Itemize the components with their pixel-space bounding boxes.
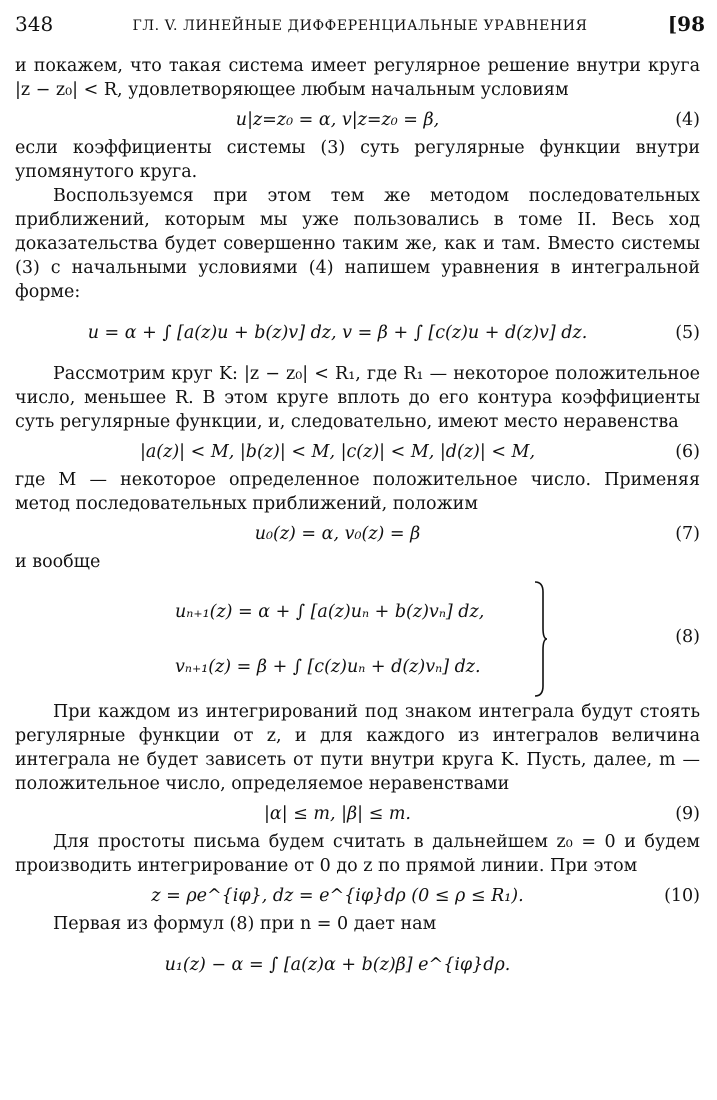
equation-system-8: [15, 580, 700, 700]
equation-8-line-2: vₙ₊₁(z) = β + ∫ [c(z)uₙ + d(z)vₙ] dz.: [175, 657, 481, 677]
equation-10: [15, 878, 700, 912]
equation-5: [15, 304, 700, 362]
paragraph: Рассмотрим круг K: |z − z₀| < R₁, где R₁ — некоторое положительное число, меньшее R. В этом круге вплоть до его контура коэффициенты суть регулярные функции, и, следовательно, имеют место неравенства: [15, 364, 700, 432]
paragraph: если коэффициенты системы (3) суть регулярные функции внутри упомянутого круга.: [15, 138, 700, 182]
equation-number: (5): [675, 323, 700, 343]
right-brace-icon: [533, 580, 547, 698]
page-number: 348: [15, 12, 54, 36]
equation-number: (9): [675, 804, 700, 824]
equation-number: (6): [675, 442, 700, 462]
equation-number: (10): [664, 886, 700, 906]
equation-11: [15, 936, 700, 994]
equation-4: [15, 102, 700, 136]
equation-text: |a(z)| < M, |b(z)| < M, |c(z)| < M, |d(z)| < M,: [139, 442, 536, 462]
equation-text: u|z=z₀ = α, v|z=z₀ = β,: [235, 110, 440, 130]
paragraph: и покажем, что такая система имеет регулярное решение внутри круга |z − z₀| < R, удовлетворяющее любым начальным условиям: [15, 56, 700, 100]
equation-6: [15, 434, 700, 468]
equation-text: u₁(z) − α = ∫ [a(z)α + b(z)β] e^{iφ}dρ.: [164, 955, 511, 975]
paragraph: где M — некоторое определенное положительное число. Применяя метод последовательных приближений, положим: [15, 470, 700, 514]
page-header: [15, 8, 705, 40]
equation-number: (7): [675, 524, 700, 544]
paragraph: Воспользуемся при этом тем же методом последовательных приближений, которым мы уже пользовались в томе II. Весь ход доказательства будет совершенно таким же, как и там. Вместо системы (3) с начальными условиями (4) напишем уравнения в интегральной форме:: [15, 186, 700, 302]
paragraph: и вообще: [15, 552, 101, 572]
paragraph: Для простоты письма будем считать в дальнейшем z₀ = 0 и будем производить интегрирование от 0 до z по прямой линии. При этом: [15, 832, 700, 876]
equation-text: u = α + ∫ [a(z)u + b(z)v] dz, v = β + ∫ [c(z)u + d(z)v] dz.: [87, 323, 588, 343]
equation-9: [15, 796, 700, 830]
section-number: [98: [667, 12, 705, 36]
equation-number: (4): [675, 110, 700, 130]
equation-text: |α| ≤ m, |β| ≤ m.: [264, 804, 411, 824]
equation-8-line-1: uₙ₊₁(z) = α + ∫ [a(z)uₙ + b(z)vₙ] dz,: [175, 602, 485, 622]
equation-text: u₀(z) = α, v₀(z) = β: [254, 524, 421, 544]
paragraph: Первая из формул (8) при n = 0 дает нам: [53, 914, 437, 934]
paragraph: При каждом из интегрирований под знаком интеграла будут стоять регулярные функции от z, и для каждого из интегралов величина интеграла не будет зависеть от пути внутри круга K. Пусть, далее, m — положительное число, определяемое неравенствами: [15, 702, 700, 794]
equation-number: (8): [675, 627, 700, 647]
chapter-title: ГЛ. V. ЛИНЕЙНЫЕ ДИФФЕРЕНЦИАЛЬНЫЕ УРАВНЕНИЯ: [132, 18, 588, 34]
equation-text: z = ρe^{iφ}, dz = e^{iφ}dρ (0 ≤ ρ ≤ R₁).: [151, 886, 524, 906]
page-body: [15, 54, 700, 994]
equation-7: [15, 516, 700, 550]
